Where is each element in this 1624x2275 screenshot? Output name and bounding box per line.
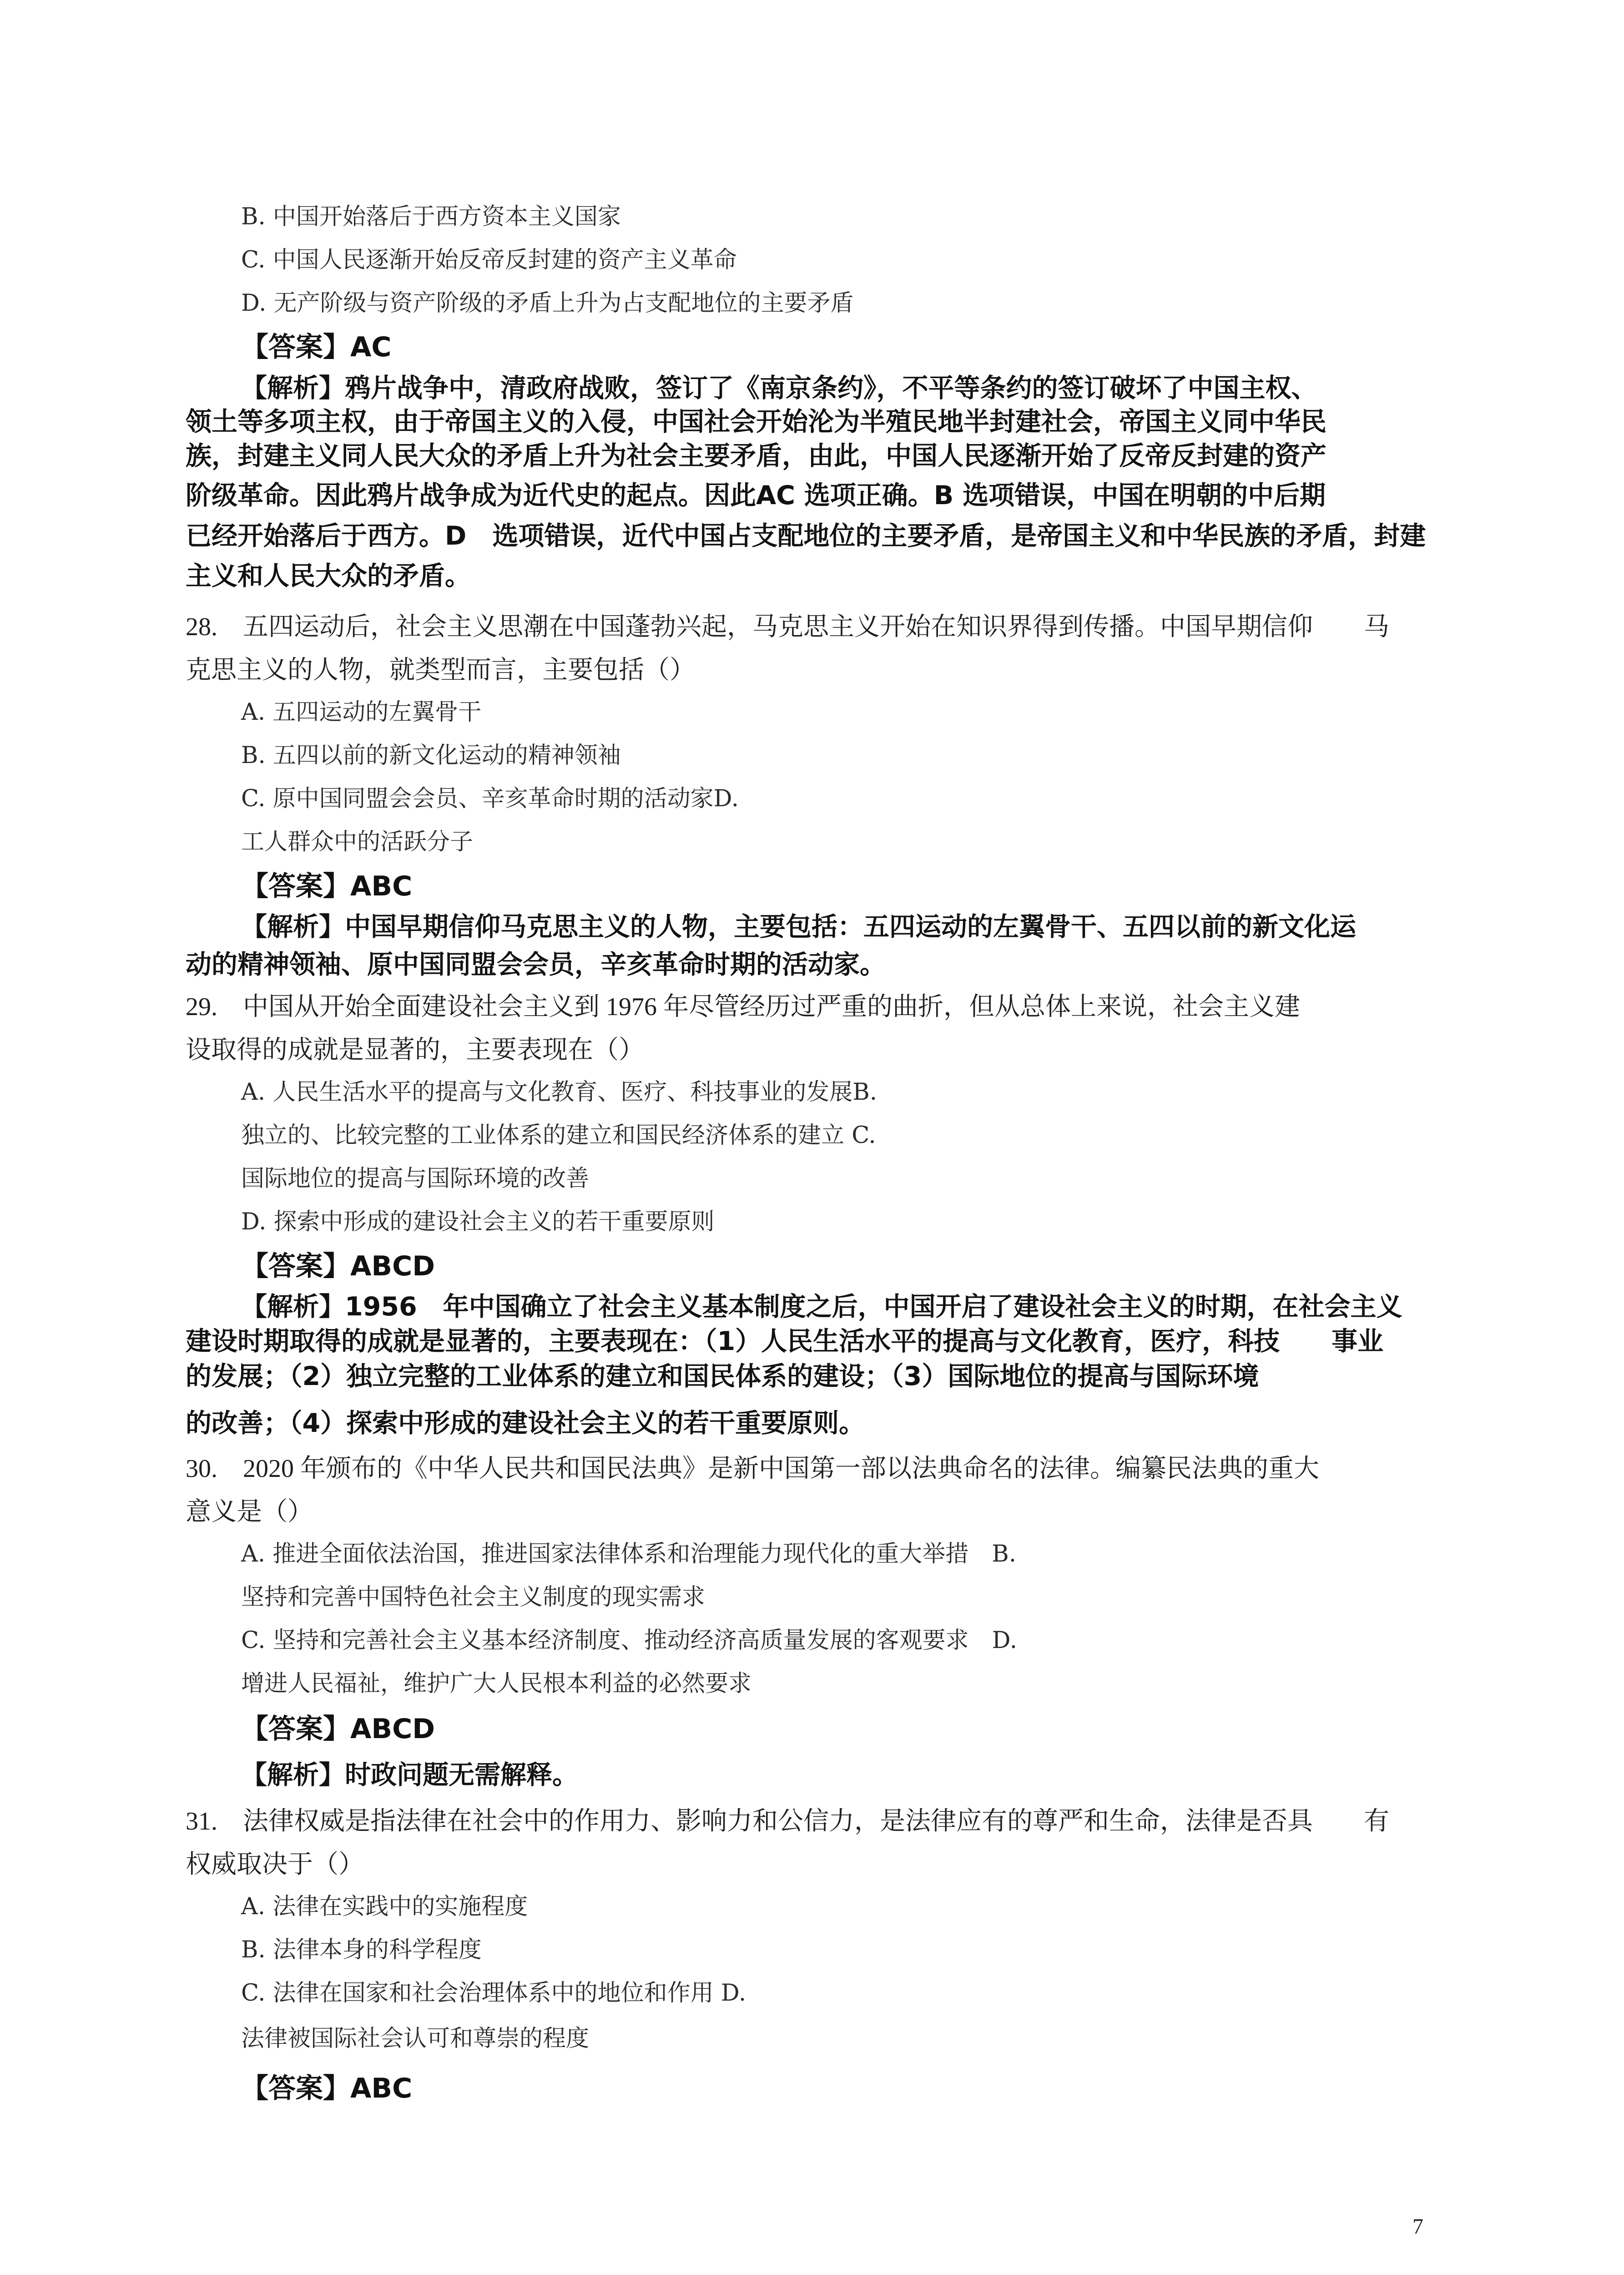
page-number: 7 (1412, 2214, 1423, 2239)
q28-option-a: A. 五四运动的左翼骨干 (241, 699, 482, 726)
q27-option-c: C. 中国人民逐渐开始反帝反封建的资产主义革命 (241, 247, 737, 273)
q30-explanation: 【解析】时政问题无需解释。 (241, 1760, 578, 1790)
q29-option-a: A. 人民生活水平的提高与文化教育、医疗、科技事业的发展B. (241, 1079, 877, 1106)
q27-explanation-line: 已经开始落后于西方。D 选项错误，近代中国占支配地位的主要矛盾，是帝国主义和中华民族的矛盾，封建 (186, 521, 1426, 551)
q28-answer: 【答案】ABC (241, 870, 413, 902)
q31-stem: 权威取决于（） (186, 1850, 364, 1879)
q27-option-d: D. 无产阶级与资产阶级的矛盾上升为占支配地位的主要矛盾 (241, 290, 854, 317)
q30-answer: 【答案】ABCD (241, 1713, 435, 1745)
q27-explanation-line: 主义和人民大众的矛盾。 (186, 561, 471, 591)
q29-stem: 29. 中国从开始全面建设社会主义到 1976 年尽管经历过严重的曲折，但从总体上来说，社会主义建 (186, 993, 1300, 1021)
q29-explanation-line: 的发展；（2）独立完整的工业体系的建立和国民体系的建设；（3）国际地位的提高与国际环境 (186, 1361, 1259, 1391)
q27-option-b: B. 中国开始落后于西方资本主义国家 (241, 203, 621, 230)
q31-stem: 31. 法律权威是指法律在社会中的作用力、影响力和公信力，是法律应有的尊严和生命，法律是否具 有 (186, 1807, 1389, 1835)
q31-option-c: C. 法律在国家和社会治理体系中的地位和作用 D. (241, 1980, 746, 2007)
q31-option-a: A. 法律在实践中的实施程度 (241, 1893, 528, 1920)
q29-stem: 设取得的成就是显著的，主要表现在（） (186, 1036, 644, 1064)
q29-option-b: 独立的、比较完整的工业体系的建立和国民经济体系的建立 C. (241, 1122, 876, 1149)
q27-answer: 【答案】AC (241, 331, 392, 363)
q29-answer: 【答案】ABCD (241, 1250, 435, 1282)
q27-explanation-line: 领土等多项主权，由于帝国主义的入侵，中国社会开始沦为半殖民地半封建社会，帝国主义同中华民 (186, 407, 1326, 437)
q31-answer: 【答案】ABC (241, 2073, 413, 2104)
q29-explanation-line: 的改善；（4）探索中形成的建设社会主义的若干重要原则。 (186, 1408, 865, 1438)
q28-option-c: C. 原中国同盟会会员、辛亥革命时期的活动家D. (241, 785, 739, 812)
q28-option-b: B. 五四以前的新文化运动的精神领袖 (241, 742, 621, 769)
q28-option-d: 工人群众中的活跃分子 (241, 829, 474, 855)
q28-explanation-line: 【解析】中国早期信仰马克思主义的人物，主要包括：五四运动的左翼骨干、五四以前的新文化运 (241, 912, 1356, 942)
q29-explanation-line: 建设时期取得的成就是显著的，主要表现在：（1）人民生活水平的提高与文化教育，医疗，科技 事业 (186, 1326, 1384, 1356)
q30-option-d: 增进人民福祉，维护广大人民根本利益的必然要求 (241, 1670, 752, 1697)
q27-explanation-line: 阶级革命。因此鸦片战争成为近代史的起点。因此AC 选项正确。B 选项错误，中国在明朝的中后期 (186, 480, 1326, 511)
q30-option-b: 坚持和完善中国特色社会主义制度的现实需求 (241, 1584, 706, 1611)
q30-option-c: C. 坚持和完善社会主义基本经济制度、推动经济高质量发展的客观要求 D. (241, 1627, 1017, 1654)
q30-stem: 意义是（） (186, 1498, 313, 1526)
q29-option-d: D. 探索中形成的建设社会主义的若干重要原则 (241, 1208, 715, 1235)
q31-option-b: B. 法律本身的科学程度 (241, 1936, 482, 1963)
q31-option-d: 法律被国际社会认可和尊崇的程度 (241, 2025, 590, 2052)
q30-stem: 30. 2020 年颁布的《中华人民共和国民法典》是新中国第一部以法典命名的法律。编纂民法典的重大 (186, 1455, 1319, 1483)
q27-explanation-line: 族，封建主义同人民大众的矛盾上升为社会主要矛盾，由此，中国人民逐渐开始了反帝反封建的资产 (186, 441, 1326, 471)
q30-option-a: A. 推进全面依法治国，推进国家法律体系和治理能力现代化的重大举措 B. (241, 1541, 1016, 1567)
q27-explanation-line: 【解析】鸦片战争中，清政府战败，签订了《南京条约》，不平等条约的签订破坏了中国主权、 (241, 373, 1317, 403)
q29-explanation-line: 【解析】1956 年中国确立了社会主义基本制度之后，中国开启了建设社会主义的时期，在社会主义 (241, 1292, 1402, 1322)
q28-stem: 28. 五四运动后，社会主义思潮在中国蓬勃兴起，马克思主义开始在知识界得到传播。中国早期信仰 马 (186, 613, 1389, 641)
q28-explanation-line: 动的精神领袖、原中国同盟会会员，辛亥革命时期的活动家。 (186, 950, 886, 980)
q29-option-c: 国际地位的提高与国际环境的改善 (241, 1165, 590, 1192)
q28-stem: 克思主义的人物，就类型而言，主要包括（） (186, 656, 695, 684)
